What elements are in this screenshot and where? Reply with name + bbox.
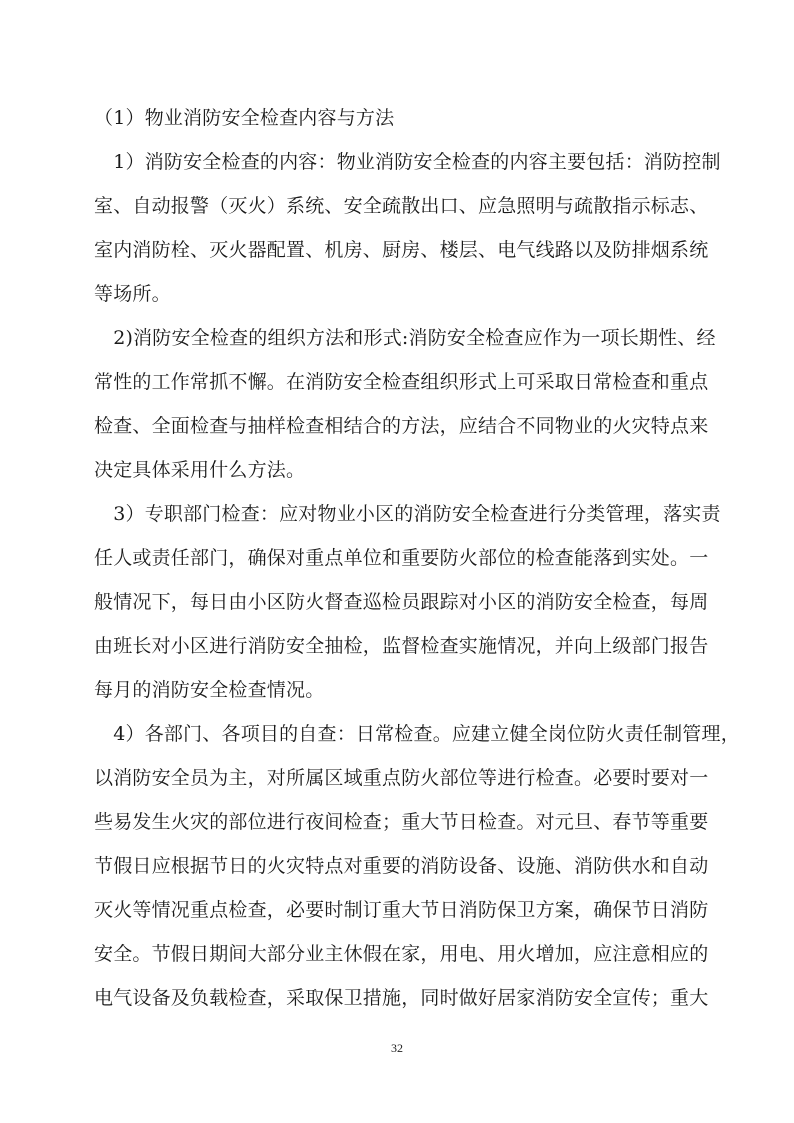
text-line: 节假日应根据节日的火灾特点对重要的消防设备、设施、消防供水和自动 (94, 855, 709, 877)
text-line: 4）各部门、各项目的自查：日常检查。应建立健全岗位防火责任制管理， (94, 723, 740, 745)
text-line: 决定具体采用什么方法。 (94, 459, 306, 481)
text-line: 3）专职部门检查：应对物业小区的消防安全检查进行分类管理，落实责 (94, 503, 721, 525)
text-line: 电气设备及负载检查，采取保卫措施，同时做好居家消防安全宣传；重大 (94, 987, 709, 1009)
text-line: 些易发生火灾的部位进行夜间检查；重大节日检查。对元旦、春节等重要 (94, 811, 709, 833)
text-line: 以消防安全员为主，对所属区域重点防火部位等进行检查。必要时要对一 (94, 767, 709, 789)
text-line: 检查、全面检查与抽样检查相结合的方法，应结合不同物业的火灾特点来 (94, 415, 709, 437)
text-line: 室内消防栓、灭火器配置、机房、厨房、楼层、电气线路以及防排烟系统 (94, 239, 709, 261)
text-line: 任人或责任部门，确保对重点单位和重要防火部位的检查能落到实处。一 (94, 547, 709, 569)
text-line: 灭火等情况重点检查，必要时制订重大节日消防保卫方案，确保节日消防 (94, 899, 709, 921)
text-line: 每月的消防安全检查情况。 (94, 679, 325, 701)
page-number: 32 (391, 1041, 403, 1055)
text-line: 般情况下，每日由小区防火督查巡检员跟踪对小区的消防安全检查，每周 (94, 591, 709, 613)
text-line: 常性的工作常抓不懈。在消防安全检查组织形式上可采取日常检查和重点 (94, 371, 709, 393)
body-text (94, 100, 740, 1024)
text-line: 室、自动报警（灭火）系统、安全疏散出口、应急照明与疏散指示标志、 (94, 195, 709, 217)
section-heading: （1）物业消防安全检查内容与方法 (94, 107, 395, 129)
text-line: 1）消防安全检查的内容：物业消防安全检查的内容主要包括：消防控制 (94, 151, 721, 173)
text-line: 等场所。 (94, 283, 171, 305)
text-line: 2)消防安全检查的组织方法和形式:消防安全检查应作为一项长期性、经 (94, 327, 716, 349)
text-line: 安全。节假日期间大部分业主休假在家，用电、用火增加，应注意相应的 (94, 943, 709, 965)
text-line: 由班长对小区进行消防安全抽检，监督检查实施情况，并向上级部门报告 (94, 635, 709, 657)
